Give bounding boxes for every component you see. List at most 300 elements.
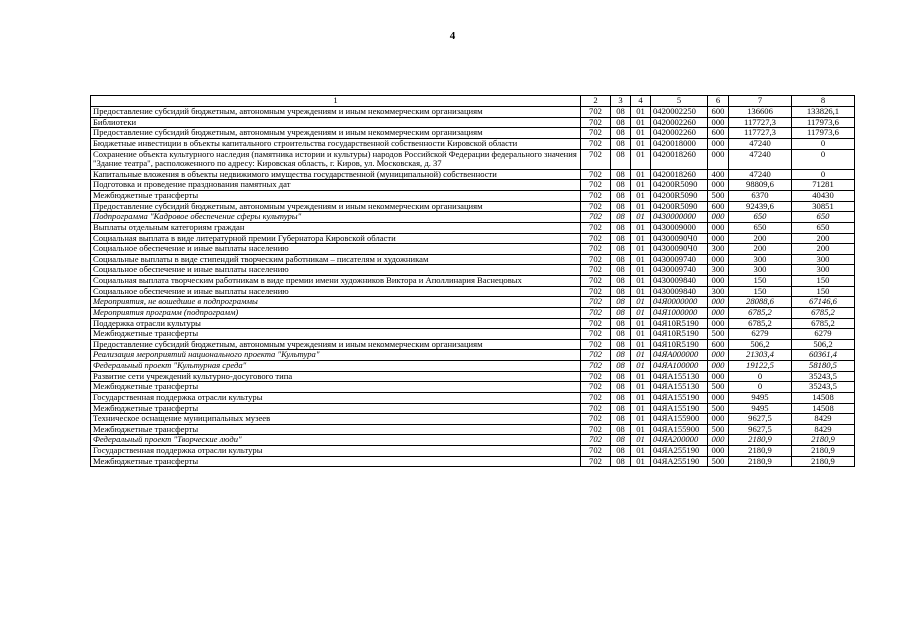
row-amount-year1-cell: 21303,4: [729, 350, 792, 361]
row-subsection-cell: 01: [631, 212, 651, 223]
header-cell: 8: [792, 96, 855, 107]
row-subsection-cell: 01: [631, 265, 651, 276]
table-row: [91, 435, 855, 446]
header-cell: 1: [91, 96, 581, 107]
table-row: [91, 446, 855, 457]
row-amount-year1-cell: 9495: [729, 403, 792, 414]
row-section-cell: 08: [611, 329, 631, 340]
row-expense-type-cell: 000: [708, 254, 729, 265]
row-target-article-cell: 0420018260: [651, 149, 708, 169]
row-section-cell: 08: [611, 244, 631, 255]
table-row: [91, 107, 855, 118]
row-name-cell: Мероприятия программ (подпрограмм): [91, 307, 581, 318]
row-ministry-code-cell: 702: [581, 107, 611, 118]
row-section-cell: 08: [611, 265, 631, 276]
table-row: [91, 180, 855, 191]
row-expense-type-cell: 500: [708, 403, 729, 414]
row-expense-type-cell: 600: [708, 201, 729, 212]
row-name-cell: Предоставление субсидий бюджетным, автономным учреждениям и иным некоммерческим организациям: [91, 107, 581, 118]
row-ministry-code-cell: 702: [581, 201, 611, 212]
table-row: [91, 371, 855, 382]
row-target-article-cell: 04300090Ч0: [651, 244, 708, 255]
row-target-article-cell: 04ЯA255190: [651, 446, 708, 457]
row-target-article-cell: 04ЯA155130: [651, 371, 708, 382]
table-row: [91, 128, 855, 139]
table-row: [91, 138, 855, 149]
table-row: [91, 403, 855, 414]
row-expense-type-cell: 400: [708, 169, 729, 180]
row-target-article-cell: 04Я0000000: [651, 297, 708, 308]
row-name-cell: Социальная выплата в виде литературной премии Губернатора Кировской области: [91, 233, 581, 244]
row-target-article-cell: 0420002260: [651, 117, 708, 128]
row-amount-year1-cell: 650: [729, 222, 792, 233]
row-amount-year2-cell: 0: [792, 149, 855, 169]
row-section-cell: 08: [611, 318, 631, 329]
row-amount-year2-cell: 6279: [792, 329, 855, 340]
row-expense-type-cell: 000: [708, 276, 729, 287]
row-target-article-cell: 0420018260: [651, 169, 708, 180]
row-target-article-cell: 04ЯA155900: [651, 424, 708, 435]
row-amount-year1-cell: 0: [729, 382, 792, 393]
row-subsection-cell: 01: [631, 149, 651, 169]
table-row: [91, 222, 855, 233]
header-cell: 3: [611, 96, 631, 107]
row-expense-type-cell: 500: [708, 456, 729, 467]
row-section-cell: 08: [611, 361, 631, 372]
row-expense-type-cell: 000: [708, 350, 729, 361]
row-ministry-code-cell: 702: [581, 149, 611, 169]
row-subsection-cell: 01: [631, 286, 651, 297]
table-row: [91, 414, 855, 425]
row-expense-type-cell: 000: [708, 318, 729, 329]
row-amount-year1-cell: 200: [729, 233, 792, 244]
row-amount-year2-cell: 150: [792, 276, 855, 287]
row-name-cell: Бюджетные инвестиции в объекты капитального строительства государственной собственности Кировской области: [91, 138, 581, 149]
row-target-article-cell: 04ЯA000000: [651, 350, 708, 361]
row-amount-year1-cell: 2180,9: [729, 446, 792, 457]
row-name-cell: Развитие сети учреждений культурно-досугового типа: [91, 371, 581, 382]
row-target-article-cell: 0430009840: [651, 286, 708, 297]
row-section-cell: 08: [611, 414, 631, 425]
row-name-cell: Государственная поддержка отрасли культуры: [91, 446, 581, 457]
row-expense-type-cell: 300: [708, 265, 729, 276]
table-row: [91, 297, 855, 308]
row-subsection-cell: 01: [631, 201, 651, 212]
row-name-cell: Межбюджетные трансферты: [91, 424, 581, 435]
row-ministry-code-cell: 702: [581, 169, 611, 180]
row-subsection-cell: 01: [631, 371, 651, 382]
row-amount-year2-cell: 2180,9: [792, 456, 855, 467]
row-name-cell: Поддержка отрасли культуры: [91, 318, 581, 329]
row-subsection-cell: 01: [631, 117, 651, 128]
row-amount-year2-cell: 650: [792, 212, 855, 223]
row-target-article-cell: 0420002250: [651, 107, 708, 118]
table-row: [91, 339, 855, 350]
row-target-article-cell: 0430009740: [651, 254, 708, 265]
table-row: [91, 329, 855, 340]
row-subsection-cell: 01: [631, 297, 651, 308]
row-ministry-code-cell: 702: [581, 414, 611, 425]
row-section-cell: 08: [611, 254, 631, 265]
row-amount-year2-cell: 67146,6: [792, 297, 855, 308]
row-name-cell: Федеральный проект "Культурная среда": [91, 361, 581, 372]
row-amount-year1-cell: 300: [729, 265, 792, 276]
row-amount-year1-cell: 9495: [729, 392, 792, 403]
row-amount-year2-cell: 71281: [792, 180, 855, 191]
row-amount-year2-cell: 133826,1: [792, 107, 855, 118]
row-target-article-cell: 0430009000: [651, 222, 708, 233]
row-expense-type-cell: 500: [708, 424, 729, 435]
row-amount-year1-cell: 28088,6: [729, 297, 792, 308]
row-subsection-cell: 01: [631, 414, 651, 425]
row-subsection-cell: 01: [631, 180, 651, 191]
row-name-cell: Социальные выплаты в виде стипендий творческим работникам – писателям и художникам: [91, 254, 581, 265]
row-section-cell: 08: [611, 128, 631, 139]
row-amount-year1-cell: 98809,6: [729, 180, 792, 191]
row-ministry-code-cell: 702: [581, 329, 611, 340]
row-subsection-cell: 01: [631, 382, 651, 393]
row-amount-year2-cell: 58180,5: [792, 361, 855, 372]
row-ministry-code-cell: 702: [581, 265, 611, 276]
row-target-article-cell: 04200R5090: [651, 191, 708, 202]
page-number: 4: [449, 30, 456, 42]
header-cell: 7: [729, 96, 792, 107]
row-section-cell: 08: [611, 382, 631, 393]
table-row: [91, 286, 855, 297]
row-section-cell: 08: [611, 339, 631, 350]
row-amount-year2-cell: 0: [792, 169, 855, 180]
table-row: [91, 350, 855, 361]
row-target-article-cell: 0420002260: [651, 128, 708, 139]
row-section-cell: 08: [611, 446, 631, 457]
row-target-article-cell: 04Я10R5190: [651, 318, 708, 329]
table-header-row: [91, 96, 855, 107]
row-expense-type-cell: 000: [708, 222, 729, 233]
row-subsection-cell: 01: [631, 128, 651, 139]
row-target-article-cell: 04Я10R5190: [651, 329, 708, 340]
row-subsection-cell: 01: [631, 233, 651, 244]
row-target-article-cell: 0430009740: [651, 265, 708, 276]
row-amount-year2-cell: 200: [792, 244, 855, 255]
row-target-article-cell: 04300090Ч0: [651, 233, 708, 244]
row-amount-year1-cell: 2180,9: [729, 435, 792, 446]
row-expense-type-cell: 500: [708, 191, 729, 202]
row-target-article-cell: 04Я1000000: [651, 307, 708, 318]
row-section-cell: 08: [611, 424, 631, 435]
row-expense-type-cell: 600: [708, 128, 729, 139]
row-name-cell: Социальное обеспечение и иные выплаты населению: [91, 286, 581, 297]
row-ministry-code-cell: 702: [581, 297, 611, 308]
row-ministry-code-cell: 702: [581, 191, 611, 202]
row-amount-year1-cell: 6370: [729, 191, 792, 202]
table-row: [91, 276, 855, 287]
row-ministry-code-cell: 702: [581, 392, 611, 403]
row-amount-year2-cell: 2180,9: [792, 435, 855, 446]
row-expense-type-cell: 000: [708, 212, 729, 223]
row-ministry-code-cell: 702: [581, 382, 611, 393]
row-ministry-code-cell: 702: [581, 371, 611, 382]
row-amount-year2-cell: 150: [792, 286, 855, 297]
row-name-cell: Реализация мероприятий национального проекта "Культура": [91, 350, 581, 361]
table-row: [91, 244, 855, 255]
table-row: [91, 265, 855, 276]
row-subsection-cell: 01: [631, 424, 651, 435]
row-subsection-cell: 01: [631, 138, 651, 149]
row-expense-type-cell: 000: [708, 117, 729, 128]
table-row: [91, 456, 855, 467]
row-subsection-cell: 01: [631, 456, 651, 467]
row-ministry-code-cell: 702: [581, 180, 611, 191]
row-expense-type-cell: 000: [708, 180, 729, 191]
row-amount-year1-cell: 6785,2: [729, 318, 792, 329]
row-name-cell: Федеральный проект "Творческие люди": [91, 435, 581, 446]
row-amount-year2-cell: 6785,2: [792, 307, 855, 318]
row-name-cell: Сохранение объекта культурного наследия (памятника истории и культуры) народов Российской Федерации федерального значения "Здание театра", расположенного по адресу: Кировская область, г. Киров, ул. Московская, д. 37: [91, 149, 581, 169]
row-section-cell: 08: [611, 456, 631, 467]
row-section-cell: 08: [611, 392, 631, 403]
row-amount-year1-cell: 117727,3: [729, 117, 792, 128]
row-section-cell: 08: [611, 233, 631, 244]
table-row: [91, 361, 855, 372]
row-ministry-code-cell: 702: [581, 361, 611, 372]
row-expense-type-cell: 000: [708, 392, 729, 403]
row-expense-type-cell: 500: [708, 329, 729, 340]
row-section-cell: 08: [611, 149, 631, 169]
row-expense-type-cell: 000: [708, 361, 729, 372]
row-section-cell: 08: [611, 180, 631, 191]
row-target-article-cell: 04ЯA200000: [651, 435, 708, 446]
row-ministry-code-cell: 702: [581, 286, 611, 297]
table-row: [91, 392, 855, 403]
row-ministry-code-cell: 702: [581, 318, 611, 329]
row-amount-year2-cell: 117973,6: [792, 128, 855, 139]
row-name-cell: Предоставление субсидий бюджетным, автономным учреждениям и иным некоммерческим организациям: [91, 128, 581, 139]
row-section-cell: 08: [611, 435, 631, 446]
row-subsection-cell: 01: [631, 350, 651, 361]
row-section-cell: 08: [611, 212, 631, 223]
row-section-cell: 08: [611, 307, 631, 318]
row-name-cell: Межбюджетные трансферты: [91, 456, 581, 467]
row-section-cell: 08: [611, 350, 631, 361]
row-name-cell: Выплаты отдельным категориям граждан: [91, 222, 581, 233]
row-amount-year1-cell: 92439,6: [729, 201, 792, 212]
row-expense-type-cell: 600: [708, 107, 729, 118]
row-subsection-cell: 01: [631, 361, 651, 372]
row-subsection-cell: 01: [631, 307, 651, 318]
row-name-cell: Техническое оснащение муниципальных музеев: [91, 414, 581, 425]
row-expense-type-cell: 000: [708, 307, 729, 318]
row-subsection-cell: 01: [631, 446, 651, 457]
row-name-cell: Подготовка и проведение празднования памятных дат: [91, 180, 581, 191]
table-row: [91, 318, 855, 329]
row-amount-year2-cell: 35243,5: [792, 382, 855, 393]
row-name-cell: Социальная выплата творческим работникам в виде премии имени художников Виктора и Аполлинария Васнецовых: [91, 276, 581, 287]
table-row: [91, 117, 855, 128]
row-name-cell: Мероприятия, не вошедшие в подпрограммы: [91, 297, 581, 308]
row-amount-year2-cell: 300: [792, 254, 855, 265]
header-cell: 4: [631, 96, 651, 107]
row-ministry-code-cell: 702: [581, 339, 611, 350]
row-subsection-cell: 01: [631, 392, 651, 403]
row-amount-year2-cell: 8429: [792, 414, 855, 425]
row-subsection-cell: 01: [631, 169, 651, 180]
row-amount-year1-cell: 47240: [729, 149, 792, 169]
row-target-article-cell: 04ЯA100000: [651, 361, 708, 372]
row-subsection-cell: 01: [631, 339, 651, 350]
row-ministry-code-cell: 702: [581, 138, 611, 149]
table-row: [91, 307, 855, 318]
row-amount-year2-cell: 300: [792, 265, 855, 276]
row-subsection-cell: 01: [631, 254, 651, 265]
row-amount-year1-cell: 506,2: [729, 339, 792, 350]
row-expense-type-cell: 500: [708, 382, 729, 393]
row-amount-year2-cell: 2180,9: [792, 446, 855, 457]
row-amount-year1-cell: 9627,5: [729, 424, 792, 435]
row-ministry-code-cell: 702: [581, 244, 611, 255]
row-amount-year1-cell: 9627,5: [729, 414, 792, 425]
row-name-cell: Предоставление субсидий бюджетным, автономным учреждениям и иным некоммерческим организациям: [91, 201, 581, 212]
row-amount-year1-cell: 150: [729, 276, 792, 287]
table-row: [91, 169, 855, 180]
row-ministry-code-cell: 702: [581, 446, 611, 457]
row-expense-type-cell: 600: [708, 339, 729, 350]
row-target-article-cell: 0420018000: [651, 138, 708, 149]
row-expense-type-cell: 000: [708, 138, 729, 149]
row-expense-type-cell: 000: [708, 435, 729, 446]
row-ministry-code-cell: 702: [581, 403, 611, 414]
row-name-cell: Предоставление субсидий бюджетным, автономным учреждениям и иным некоммерческим организациям: [91, 339, 581, 350]
row-amount-year2-cell: 6785,2: [792, 318, 855, 329]
row-expense-type-cell: 000: [708, 446, 729, 457]
row-section-cell: 08: [611, 191, 631, 202]
row-subsection-cell: 01: [631, 222, 651, 233]
row-subsection-cell: 01: [631, 403, 651, 414]
row-amount-year1-cell: 117727,3: [729, 128, 792, 139]
row-target-article-cell: 04ЯA155130: [651, 382, 708, 393]
row-expense-type-cell: 000: [708, 149, 729, 169]
row-section-cell: 08: [611, 222, 631, 233]
row-expense-type-cell: 300: [708, 244, 729, 255]
budget-table: [90, 95, 855, 467]
header-cell: 2: [581, 96, 611, 107]
row-name-cell: Межбюджетные трансферты: [91, 329, 581, 340]
row-target-article-cell: 04200R5090: [651, 201, 708, 212]
row-subsection-cell: 01: [631, 329, 651, 340]
row-section-cell: 08: [611, 371, 631, 382]
row-amount-year2-cell: 14508: [792, 392, 855, 403]
row-amount-year2-cell: 40430: [792, 191, 855, 202]
header-cell: 6: [708, 96, 729, 107]
row-amount-year1-cell: 650: [729, 212, 792, 223]
row-amount-year1-cell: 6279: [729, 329, 792, 340]
table-row: [91, 254, 855, 265]
row-target-article-cell: 0430009840: [651, 276, 708, 287]
row-name-cell: Капитальные вложения в объекты недвижимого имущества государственной (муниципальной) собственности: [91, 169, 581, 180]
table-row: [91, 233, 855, 244]
row-name-cell: Подпрограмма "Кадровое обеспечение сферы культуры": [91, 212, 581, 223]
row-amount-year2-cell: 650: [792, 222, 855, 233]
row-amount-year2-cell: 14508: [792, 403, 855, 414]
row-subsection-cell: 01: [631, 276, 651, 287]
row-section-cell: 08: [611, 107, 631, 118]
row-amount-year1-cell: 47240: [729, 169, 792, 180]
row-target-article-cell: 04200R5090: [651, 180, 708, 191]
row-target-article-cell: 04ЯA155190: [651, 392, 708, 403]
row-ministry-code-cell: 702: [581, 128, 611, 139]
row-ministry-code-cell: 702: [581, 233, 611, 244]
row-section-cell: 08: [611, 201, 631, 212]
row-expense-type-cell: 300: [708, 286, 729, 297]
row-target-article-cell: 04ЯA255190: [651, 456, 708, 467]
row-ministry-code-cell: 702: [581, 307, 611, 318]
row-amount-year2-cell: 0: [792, 138, 855, 149]
row-amount-year1-cell: 0: [729, 371, 792, 382]
row-amount-year1-cell: 19122,5: [729, 361, 792, 372]
row-amount-year1-cell: 150: [729, 286, 792, 297]
row-ministry-code-cell: 702: [581, 435, 611, 446]
row-amount-year1-cell: 200: [729, 244, 792, 255]
header-cell: 5: [651, 96, 708, 107]
table-row: [91, 201, 855, 212]
row-section-cell: 08: [611, 276, 631, 287]
row-section-cell: 08: [611, 169, 631, 180]
row-amount-year2-cell: 30851: [792, 201, 855, 212]
row-ministry-code-cell: 702: [581, 424, 611, 435]
row-target-article-cell: 04ЯA155190: [651, 403, 708, 414]
row-subsection-cell: 01: [631, 435, 651, 446]
table-row: [91, 212, 855, 223]
row-expense-type-cell: 000: [708, 233, 729, 244]
row-subsection-cell: 01: [631, 107, 651, 118]
row-expense-type-cell: 000: [708, 414, 729, 425]
row-amount-year2-cell: 117973,6: [792, 117, 855, 128]
table-row: [91, 424, 855, 435]
row-name-cell: Межбюджетные трансферты: [91, 191, 581, 202]
row-amount-year1-cell: 136606: [729, 107, 792, 118]
row-amount-year2-cell: 200: [792, 233, 855, 244]
row-amount-year1-cell: 300: [729, 254, 792, 265]
row-amount-year2-cell: 60361,4: [792, 350, 855, 361]
row-name-cell: Государственная поддержка отрасли культуры: [91, 392, 581, 403]
row-ministry-code-cell: 702: [581, 222, 611, 233]
row-name-cell: Библиотеки: [91, 117, 581, 128]
row-amount-year2-cell: 35243,5: [792, 371, 855, 382]
table-row: [91, 149, 855, 169]
row-ministry-code-cell: 702: [581, 456, 611, 467]
row-amount-year1-cell: 2180,9: [729, 456, 792, 467]
row-amount-year2-cell: 8429: [792, 424, 855, 435]
row-ministry-code-cell: 702: [581, 254, 611, 265]
row-target-article-cell: 04Я10R5190: [651, 339, 708, 350]
row-name-cell: Социальное обеспечение и иные выплаты населению: [91, 265, 581, 276]
row-section-cell: 08: [611, 138, 631, 149]
row-ministry-code-cell: 702: [581, 212, 611, 223]
row-expense-type-cell: 000: [708, 371, 729, 382]
row-ministry-code-cell: 702: [581, 117, 611, 128]
row-target-article-cell: 0430000000: [651, 212, 708, 223]
row-section-cell: 08: [611, 403, 631, 414]
row-ministry-code-cell: 702: [581, 276, 611, 287]
table-row: [91, 191, 855, 202]
row-section-cell: 08: [611, 117, 631, 128]
row-section-cell: 08: [611, 297, 631, 308]
table-row: [91, 382, 855, 393]
row-amount-year1-cell: 47240: [729, 138, 792, 149]
row-subsection-cell: 01: [631, 191, 651, 202]
row-expense-type-cell: 000: [708, 297, 729, 308]
row-amount-year1-cell: 6785,2: [729, 307, 792, 318]
row-amount-year2-cell: 506,2: [792, 339, 855, 350]
